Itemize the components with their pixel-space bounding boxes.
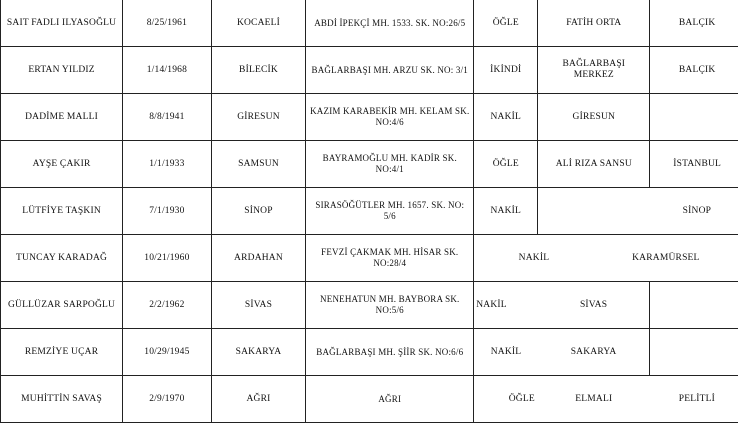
city-cell: SİVAS	[211, 282, 306, 329]
shift-cell: NAKİL	[474, 94, 538, 141]
birth-date-cell: 1/1/1933	[123, 141, 212, 188]
name-cell: LÜTFİYE TAŞKIN	[1, 188, 123, 235]
merged-transfer-content	[477, 253, 738, 264]
city-cell: KOCAELİ	[211, 0, 306, 47]
city-cell: SAKARYA	[211, 329, 306, 376]
name-cell: SAIT FADLI ILYASOĞLU	[1, 0, 123, 47]
table-row	[1, 235, 738, 282]
address-cell: BAYRAMOĞLU MH. KADİR SK. NO:4/1	[306, 141, 474, 188]
shift-cell: NAKİL	[474, 188, 538, 235]
shift-cell: İKİNDİ	[474, 47, 538, 94]
address-cell: AĞRI	[306, 376, 474, 423]
home-cell: SİNOP	[650, 188, 738, 235]
address-cell: NENEHATUN MH. BAYBORA SK. NO:5/6	[306, 282, 474, 329]
region-cell: ELMALI	[538, 376, 650, 423]
birth-date-cell: 10/29/1945	[123, 329, 212, 376]
table-row	[1, 376, 738, 423]
table-row	[1, 282, 738, 329]
table-row	[1, 141, 738, 188]
shift-text: NAKİL	[518, 252, 550, 263]
address-cell: SIRASÖĞÜTLER MH. 1657. SK. NO: 5/6	[306, 188, 474, 235]
name-cell: ERTAN YILDIZ	[1, 47, 123, 94]
city-cell: BİLECİK	[211, 47, 306, 94]
name-cell: GÜLLÜZAR SARPOĞLU	[1, 282, 123, 329]
name-cell: REMZİYE UÇAR	[1, 329, 123, 376]
table-row	[1, 47, 738, 94]
home-cell: BALÇIK	[650, 0, 738, 47]
birth-date-cell: 2/2/1962	[123, 282, 212, 329]
name-cell: DADİME MALLI	[1, 94, 123, 141]
name-cell: TUNCAY KARADAĞ	[1, 235, 123, 282]
merged-transfer-cell	[474, 235, 738, 282]
shift-cell: ÖĞLE	[474, 141, 538, 188]
region-cell: SAKARYA	[538, 329, 650, 376]
birth-date-cell: 1/14/1968	[123, 47, 212, 94]
city-cell: AĞRI	[211, 376, 306, 423]
birth-date-cell: 2/9/1970	[123, 376, 212, 423]
name-cell: MUHİTTİN SAVAŞ	[1, 376, 123, 423]
city-cell: GİRESUN	[211, 94, 306, 141]
region-text: KARAMÜRSEL	[632, 252, 700, 263]
address-cell: FEVZİ ÇAKMAK MH. HİSAR SK. NO:28/4	[306, 235, 474, 282]
address-cell: KAZIM KARABEKİR MH. KELAM SK. NO:4/6	[306, 94, 474, 141]
home-cell: PELİTLİ	[650, 376, 738, 423]
birth-date-cell: 10/21/1960	[123, 235, 212, 282]
name-cell: AYŞE ÇAKIR	[1, 141, 123, 188]
birth-date-cell: 8/8/1941	[123, 94, 212, 141]
shift-cell: NAKİL	[474, 282, 538, 329]
region-cell: SİVAS	[538, 282, 650, 329]
region-cell: ALİ RIZA SANSU	[538, 141, 650, 188]
region-cell: GİRESUN	[538, 94, 650, 141]
table-row	[1, 94, 738, 141]
city-cell: SİNOP	[211, 188, 306, 235]
birth-date-cell: 7/1/1930	[123, 188, 212, 235]
region-cell	[538, 188, 650, 235]
city-cell: ARDAHAN	[211, 235, 306, 282]
table-row	[1, 0, 738, 47]
address-cell: BAĞLARBAŞI MH. ŞİİR SK. NO:6/6	[306, 329, 474, 376]
region-cell: FATİH ORTA	[538, 0, 650, 47]
home-cell	[650, 282, 738, 329]
shift-cell: ÖĞLE	[474, 376, 538, 423]
address-cell: BAĞLARBAŞI MH. ARZU SK. NO: 3/1	[306, 47, 474, 94]
address-cell: ABDİ İPEKÇİ MH. 1533. SK. NO:26/5	[306, 0, 474, 47]
city-cell: SAMSUN	[211, 141, 306, 188]
home-cell	[650, 329, 738, 376]
home-cell: İSTANBUL	[650, 141, 738, 188]
shift-cell: ÖĞLE	[474, 0, 538, 47]
home-cell: BALÇIK	[650, 47, 738, 94]
table-row	[1, 188, 738, 235]
birth-date-cell: 8/25/1961	[123, 0, 212, 47]
region-cell: BAĞLARBAŞI MERKEZ	[538, 47, 650, 94]
shift-cell: NAKİL	[474, 329, 538, 376]
table-row	[1, 329, 738, 376]
home-cell	[650, 94, 738, 141]
